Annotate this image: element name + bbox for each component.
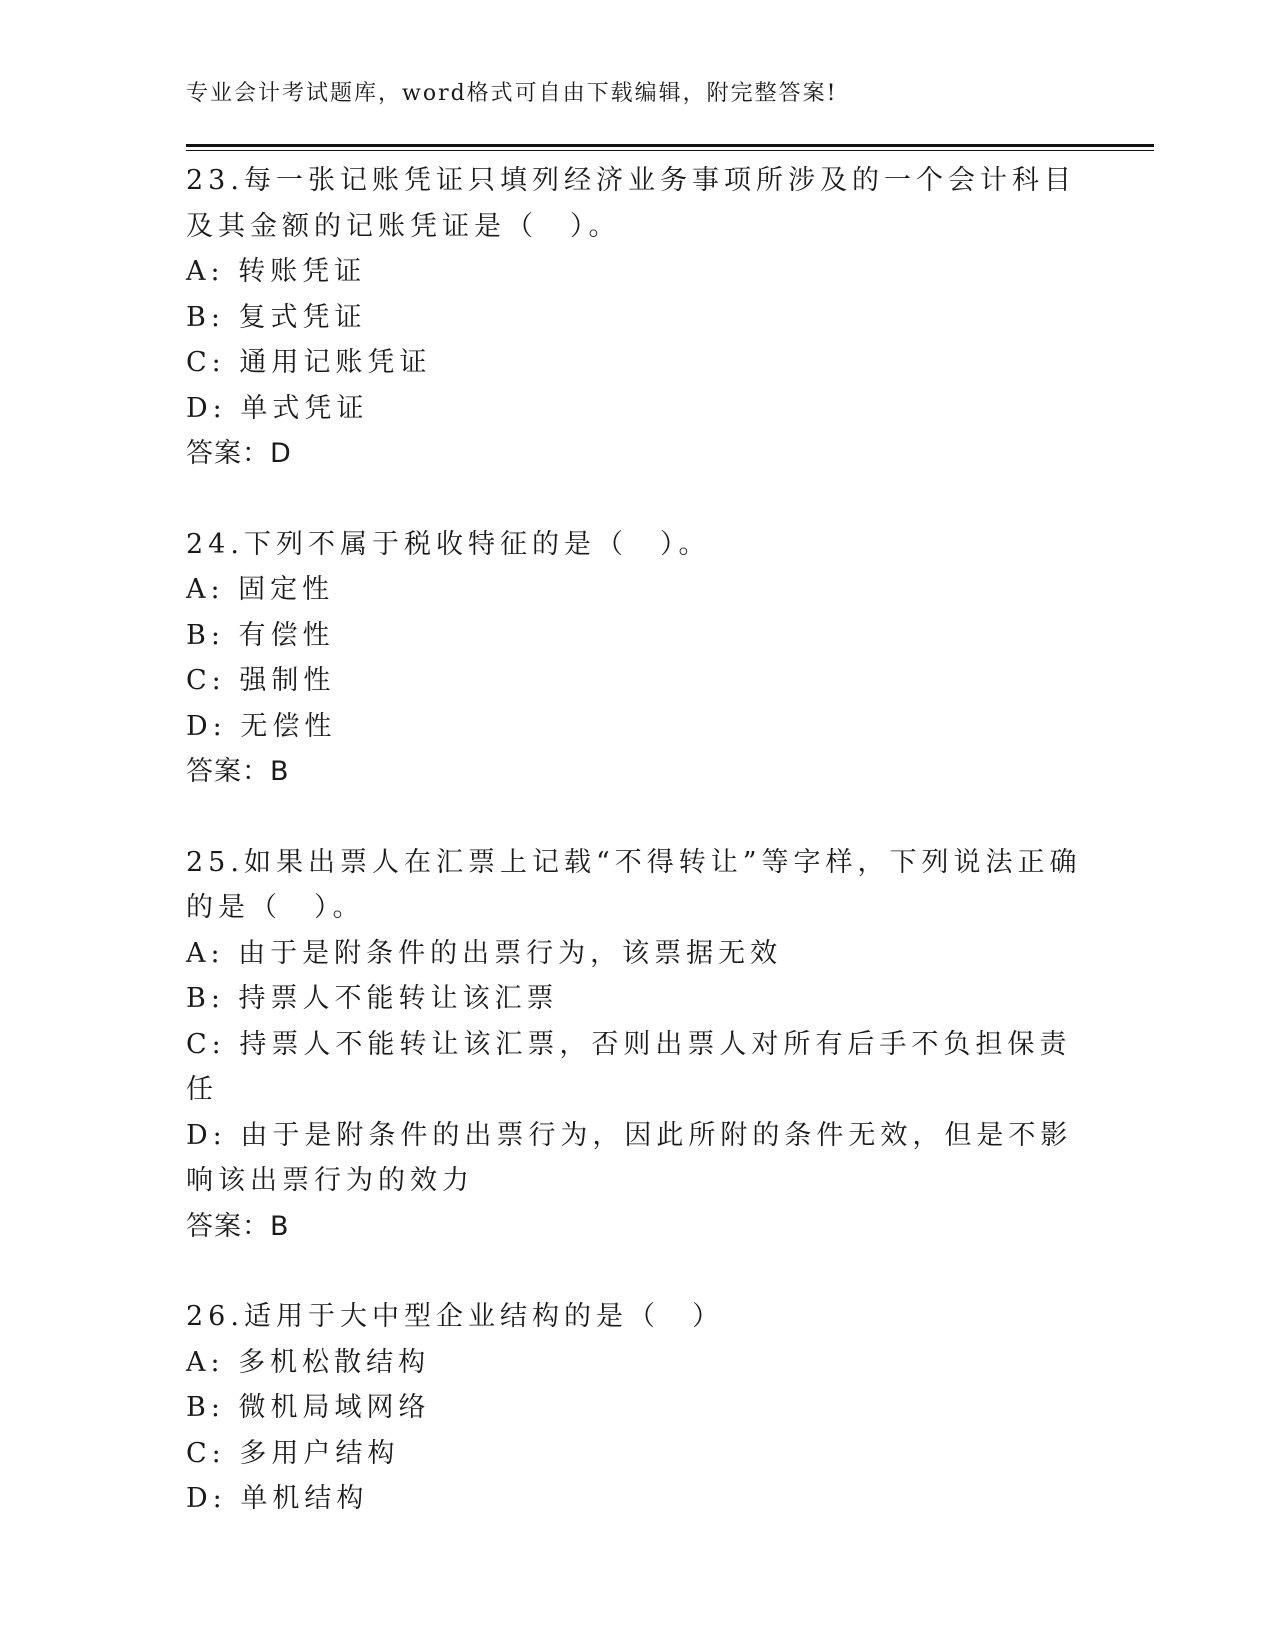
answer: 答案：B [186,756,290,787]
spacer [186,477,1086,522]
header-rule-thin [186,150,1154,151]
question-stem: 23.每一张记账凭证只填列经济业务事项所涉及的一个会计科目及其金额的记账凭证是（ ）。 [186,165,1076,242]
question-23 [186,158,1086,477]
option-b: B: 复式凭证 [186,301,367,333]
option-c: C: 强制性 [186,665,336,696]
option-a: A: 多机松散结构 [186,1346,431,1378]
option-b: B: 微机局域网络 [186,1392,431,1423]
option-c: C: 多用户结构 [186,1437,400,1469]
question-stem: 24.下列不属于税收特征的是（ ）。 [186,528,711,560]
option-a: A: 由于是附条件的出票行为，该票据无效 [186,937,783,969]
option-d: D: 单机结构 [186,1483,369,1514]
page-header: 专业会计考试题库，word格式可自由下载编辑，附完整答案! [186,81,838,106]
option-a: A: 转账凭证 [186,256,367,287]
option-b: B: 持票人不能转让该汇票 [186,983,559,1014]
spacer [186,795,1086,840]
answer: 答案：B [186,1210,290,1242]
question-stem: 25.如果出票人在汇票上记载“不得转让”等字样，下列说法正确的是（ ）。 [186,846,1082,923]
option-c: C: 通用记账凭证 [186,347,432,378]
option-d: D: 无偿性 [186,710,337,742]
option-a: A: 固定性 [186,574,335,605]
question-26 [186,1294,1086,1522]
answer: 答案：D [186,438,292,469]
option-d: D: 由于是附条件的出票行为，因此所附的条件无效，但是不影响该出票行为的效力 [186,1119,1073,1196]
option-d: D: 单式凭证 [186,392,369,424]
question-24 [186,522,1086,795]
header-rule-thick [186,144,1154,147]
question-stem: 26.适用于大中型企业结构的是（ ） [186,1301,724,1332]
spacer [186,1249,1086,1294]
question-25 [186,840,1086,1250]
option-b: B: 有偿性 [186,619,335,651]
question-list [186,158,1086,1522]
option-c: C: 持票人不能转让该汇票，否则出票人对所有后手不负担保责任 [186,1028,1072,1105]
